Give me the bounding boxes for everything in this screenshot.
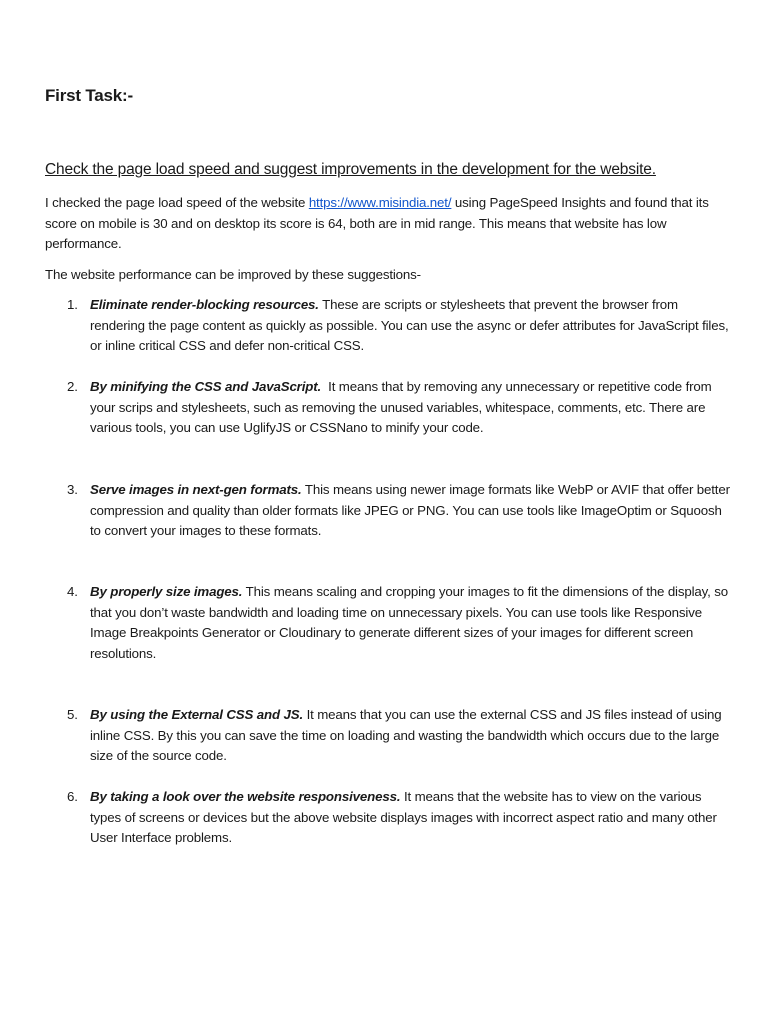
list-item-lead: By properly size images.: [90, 584, 243, 599]
list-item-lead: Serve images in next-gen formats.: [90, 482, 302, 497]
list-item-body: [90, 787, 735, 849]
lead-in-paragraph: The website performance can be improved by these suggestions-: [45, 267, 421, 282]
list-item-lead: By taking a look over the website responsiveness.: [90, 789, 401, 804]
list-item: [45, 582, 735, 664]
document-subtitle: Check the page load speed and suggest improvements in the development for the website.: [45, 161, 656, 178]
list-item-lead: By using the External CSS and JS.: [90, 707, 304, 722]
list-item: [45, 377, 735, 439]
list-item-body: [90, 377, 735, 439]
list-number: 2.: [67, 379, 78, 394]
list-item-text: It means that the website has to view on the various types of screens or devices but the above website displays images with incorrect aspect ratio and many other User Interface problems.: [90, 789, 717, 845]
intro-before-link: I checked the page load speed of the website: [45, 195, 309, 210]
list-item-text: It means that by removing any unnecessary or repetitive code from your scrips and stylesheets, such as removing the unused variables, whitespace, comments, etc. There are various tools, you can use UglifyJS or CSSNano to minify your code.: [90, 379, 716, 435]
list-number: 5.: [67, 707, 78, 722]
website-link[interactable]: https://www.misindia.net/: [308, 195, 452, 210]
list-item-body: [90, 582, 735, 664]
list-item-text: This means using newer image formats like WebP or AVIF that offer better compression and quality than older formats like JPEG or PNG. You can use tools like ImageOptim or Squoosh to convert your images to these formats.: [90, 482, 730, 538]
list-item-text: This means scaling and cropping your images to fit the dimensions of the display, so that you don’t waste bandwidth and loading time on unnecessary pixels. You can use tools like Responsive Image Breakpoints Generator or Cloudinary to generate different sizes of your images for different screen resolutions.: [90, 584, 729, 661]
list-item-lead: Eliminate render-blocking resources.: [90, 297, 319, 312]
list-item-lead: By minifying the CSS and JavaScript.: [90, 379, 322, 394]
list-item: [45, 705, 735, 767]
list-item-body: [90, 295, 735, 357]
list-item-text: It means that you can use the external CSS and JS files instead of using inline CSS. By this you can save the time on loading and wasting the bandwidth which occurs due to the large size of the source code.: [90, 707, 722, 763]
list-number: 1.: [67, 297, 78, 312]
document-title: First Task:-: [45, 86, 133, 105]
list-item-body: [90, 705, 735, 767]
list-item: [45, 295, 735, 357]
list-number: 3.: [67, 482, 78, 497]
list-item-text: These are scripts or stylesheets that prevent the browser from rendering the page content as quickly as possible. You can use the async or defer attributes for JavaScript files, or inline critical CSS and defer non-critical CSS.: [90, 297, 729, 353]
intro-paragraph: [45, 193, 735, 255]
list-item: [45, 787, 735, 849]
list-number: 6.: [67, 789, 78, 804]
intro-after-link: using PageSpeed Insights and found that its score on mobile is 30 and on desktop its score is 64, both are in mid range. This means that website has low performance.: [45, 195, 709, 251]
list-number: 4.: [67, 584, 78, 599]
list-item-body: [90, 480, 735, 542]
list-item: [45, 480, 735, 542]
